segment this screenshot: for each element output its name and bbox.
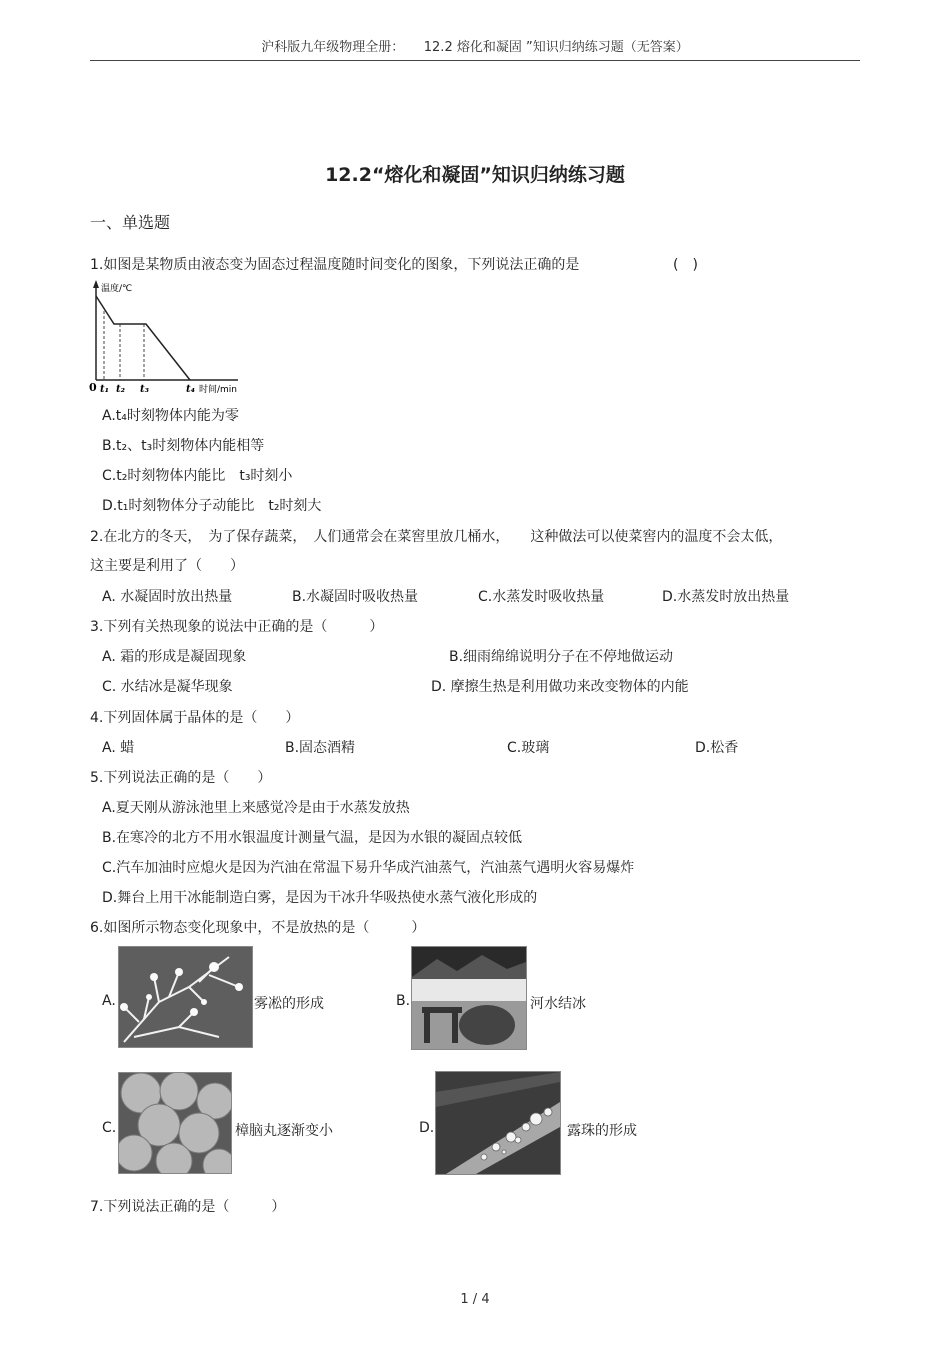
question-1-option-b: B.t₂、t₃时刻物体内能相等 xyxy=(102,438,265,454)
y-axis-arrow xyxy=(93,280,99,288)
question-1-option-d: D.t₁时刻物体分子动能比 t₂时刻大 xyxy=(102,498,322,514)
t3-label: t₃ xyxy=(140,384,149,395)
question-1-option-c: C.t₂时刻物体内能比 t₃时刻小 xyxy=(102,468,293,484)
question-6-option-b-letter: B. xyxy=(396,993,411,1009)
question-4-stem: 4.下列固体属于晶体的是（ ） xyxy=(90,710,300,726)
question-6-option-d-caption: 露珠的形成 xyxy=(567,1123,637,1139)
question-3-option-d: D. 摩擦生热是利用做功来改变物体的内能 xyxy=(431,679,689,695)
y-axis-label: 温度/℃ xyxy=(101,284,133,294)
question-2-option-c: C.水蒸发时吸收热量 xyxy=(478,589,605,605)
rime-icon xyxy=(119,947,252,1047)
origin-label: 0 xyxy=(89,381,97,394)
dew-icon xyxy=(436,1072,560,1174)
section-heading: 一、单选题 xyxy=(90,213,171,232)
question-3-option-b: B.细雨绵绵说明分子在不停地做运动 xyxy=(449,649,674,665)
question-3-stem: 3.下列有关热现象的说法中正确的是（ ） xyxy=(90,619,384,635)
question-4-option-a: A. 蜡 xyxy=(102,740,135,756)
question-2-stem-line2: 这主要是利用了（ ） xyxy=(90,558,244,574)
frozen-river-photo xyxy=(411,946,527,1050)
mothball-icon xyxy=(119,1073,231,1173)
question-2-option-a: A. 水凝固时放出热量 xyxy=(102,589,233,605)
question-1-paren: ( ) xyxy=(673,257,698,273)
question-6-option-a-letter: A. xyxy=(102,993,116,1009)
dew-drops-photo xyxy=(435,1071,561,1175)
mothballs-photo xyxy=(118,1072,232,1174)
page-number: 1 / 4 xyxy=(460,1292,490,1307)
question-5-option-b: B.在寒冷的北方不用水银温度计测量气温，是因为水银的凝固点较低 xyxy=(102,830,523,846)
question-5-stem: 5.下列说法正确的是（ ） xyxy=(90,770,272,786)
t2-label: t₂ xyxy=(116,384,125,395)
t4-label: t₄ xyxy=(186,384,195,395)
question-5-option-d: D.舞台上用干冰能制造白雾，是因为干冰升华吸热使水蒸气液化形成的 xyxy=(102,890,538,906)
rime-photo xyxy=(118,946,253,1048)
question-6-option-d-letter: D. xyxy=(419,1120,435,1136)
question-2-option-d: D.水蒸发时放出热量 xyxy=(662,589,790,605)
header-divider xyxy=(90,60,860,61)
page-title: 12.2“熔化和凝固”知识归纳练习题 xyxy=(325,164,625,186)
question-3-option-c: C. 水结冰是凝华现象 xyxy=(102,679,233,695)
question-1-stem: 1.如图是某物质由液态变为固态过程温度随时间变化的图象，下列说法正确的是 xyxy=(90,257,580,273)
river-icon xyxy=(412,947,526,1049)
cooling-curve xyxy=(96,296,190,380)
question-4-option-d: D.松香 xyxy=(695,740,739,756)
question-1-option-a: A.t₄时刻物体内能为零 xyxy=(102,408,239,424)
question-4-option-b: B.固态酒精 xyxy=(285,740,356,756)
question-6-option-c-caption: 樟脑丸逐渐变小 xyxy=(235,1123,333,1139)
question-5-option-c: C.汽车加油时应熄火是因为汽油在常温下易升华成汽油蒸气，汽油蒸气遇明火容易爆炸 xyxy=(102,860,635,876)
question-6-option-b-caption: 河水结冰 xyxy=(530,996,586,1012)
question-2-option-b: B.水凝固时吸收热量 xyxy=(292,589,419,605)
question-6-stem: 6.如图所示物态变化现象中，不是放热的是（ ） xyxy=(90,920,426,936)
t1-label: t₁ xyxy=(100,384,109,395)
question-3-option-a: A. 霜的形成是凝固现象 xyxy=(102,649,247,665)
question-2-stem-line1: 2.在北方的冬天， 为了保存蔬菜， 人们通常会在菜窖里放几桶水， 这种做法可以使菜窖内的温度不会太低， xyxy=(90,529,783,545)
x-axis-label: 时间/min xyxy=(199,385,238,395)
question-4-option-c: C.玻璃 xyxy=(507,740,550,756)
temperature-time-graph xyxy=(86,278,246,398)
page-header: 沪科版九年级物理全册： 12.2 熔化和凝固 ”知识归纳练习题（无答案） xyxy=(261,40,689,55)
question-6-option-a-caption: 雾凇的形成 xyxy=(254,996,324,1012)
question-5-option-a: A.夏天刚从游泳池里上来感觉冷是由于水蒸发放热 xyxy=(102,800,410,816)
question-6-option-c-letter: C. xyxy=(102,1120,117,1136)
question-7-stem: 7.下列说法正确的是（ ） xyxy=(90,1199,286,1215)
